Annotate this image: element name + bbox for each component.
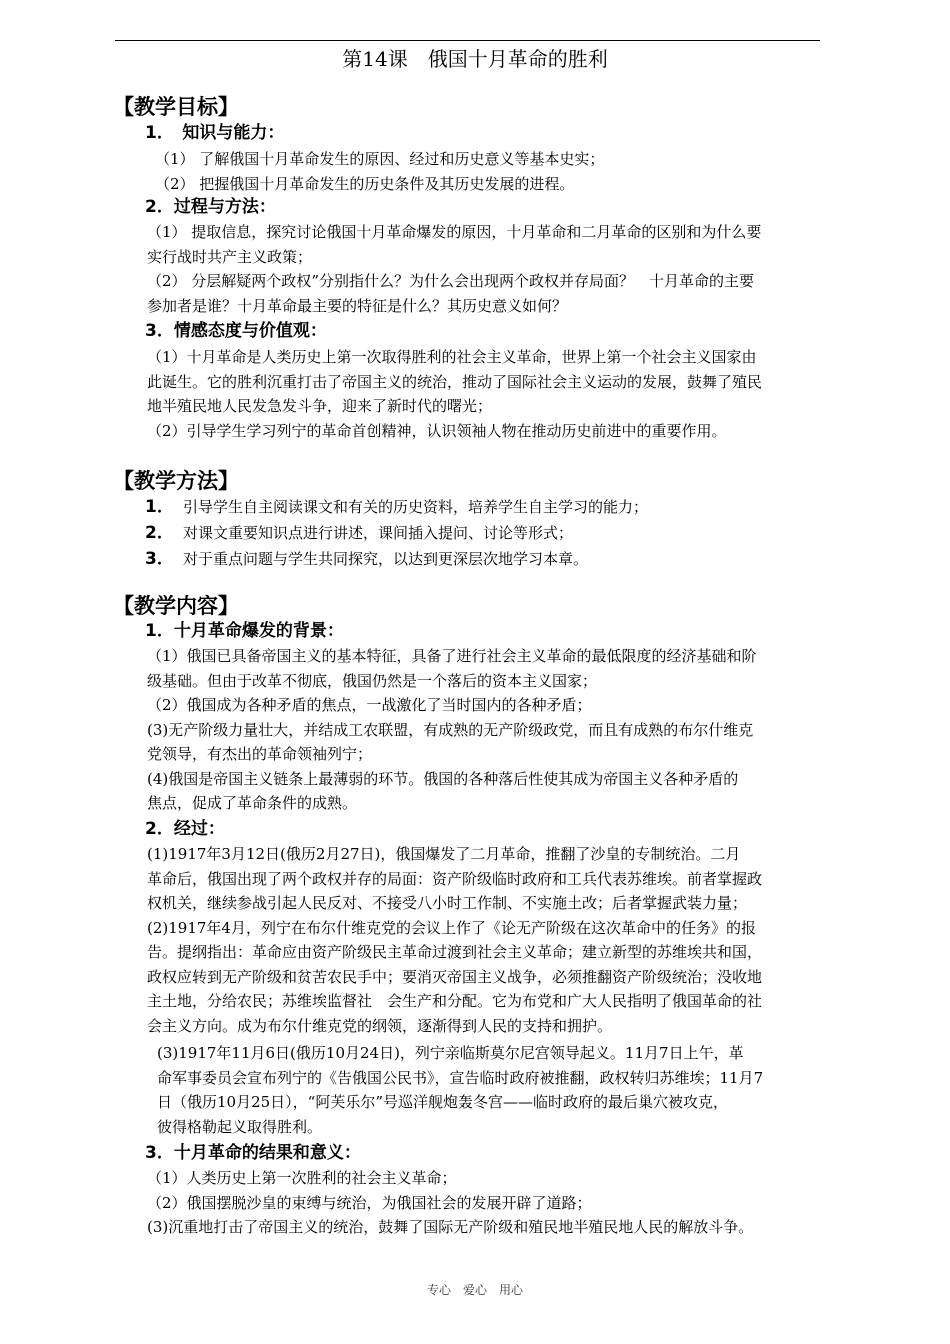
header-rule: [115, 40, 820, 41]
paragraph-line: 政权应转到无产阶级和贫苦农民手中；要消灭帝国主义战争，必须推翻资产阶级统治；没收地: [147, 967, 763, 986]
methods-list: [145, 494, 648, 572]
paragraph-line: (1)1917年3月12日(俄历2月27日)，俄国爆发了二月革命，推翻了沙皇的专制统治。二月: [147, 845, 741, 863]
paragraph-line: （1）俄国已具备帝国主义的基本特征，具备了进行社会主义革命的最低限度的经济基础和阶: [147, 647, 757, 665]
list-item: (3)沉重地打击了帝国主义的统治，鼓舞了国际无产阶级和殖民地半殖民地人民的解放斗争。: [147, 1218, 754, 1236]
paragraph-line: （1）十月革命是人类历史上第一次取得胜利的社会主义革命，世界上第一个社会主义国家由: [147, 348, 757, 366]
goals-subheading-knowledge: 1． 知识与能力：: [145, 123, 285, 143]
goals-subheading-attitude: 3．情感态度与价值观：: [145, 321, 327, 341]
paragraph-line: 主土地，分给农民；苏维埃监督社 会生产和分配。它为布党和广大人民指明了俄国革命的社: [147, 992, 763, 1010]
content-subheading-process: 2．经过：: [145, 819, 225, 839]
page-footer: 专心 爱心 用心: [426, 1283, 523, 1297]
paragraph-line: （2）俄国成为各种矛盾的焦点，一战激化了当时国内的各种矛盾；: [147, 696, 592, 714]
list-item: （1）人类历史上第一次胜利的社会主义革命；: [147, 1169, 457, 1187]
paragraph-line: 实行战时共产主义政策；: [147, 247, 313, 266]
list-item: （2） 把握俄国十月革命发生的历史条件及其历史发展的进程。: [155, 174, 575, 193]
paragraph-line: 会主义方向。成为布尔什维克党的纲领，逐渐得到人民的支持和拥护。: [147, 1016, 613, 1035]
paragraph-line: 级基础。但由于改革不彻底，俄国仍然是一个落后的资本主义国家；: [147, 671, 598, 690]
content-process-text: [147, 842, 762, 1038]
paragraph-line: 党领导，有杰出的革命领袖列宁；: [147, 745, 373, 763]
methods-heading: 【教学方法】: [113, 469, 239, 493]
list-item: 1． 引导学生自主阅读课文和有关的历史资料，培养学生自主学习的能力；: [145, 497, 649, 517]
paragraph-line: （2） 分层解疑两个政权”分别指什么？为什么会出现两个政权并存局面？ 十月革命的主要: [147, 272, 754, 290]
paragraph-line: 权机关，继续参战引起人民反对、不接受八小时工作制、不实施土改；后者掌握武装力量；: [147, 894, 748, 912]
paragraph-line: (3)无产阶级力量壮大，并结成工农联盟，有成熟的无产阶级政党，而且有成熟的布尔什维克: [147, 720, 754, 739]
list-item: （2）俄国摆脱沙皇的束缚与统治，为俄国社会的发展开辟了道路；: [147, 1193, 592, 1212]
paragraph-line: 此诞生。它的胜利沉重打击了帝国主义的统治，推动了国际社会主义运动的发展，鼓舞了殖民: [147, 372, 763, 391]
list-item: （1） 了解俄国十月革命发生的原因、经过和历史意义等基本史实；: [155, 150, 605, 168]
paragraph-line: 焦点，促成了革命条件的成熟。: [147, 794, 358, 812]
goals-heading: 【教学目标】: [113, 95, 239, 119]
paragraph-line: 命军事委员会宣布列宁的《告俄国公民书》，宣告临时政府被推翻，政权转归苏维埃；11月7: [157, 1068, 764, 1087]
content-background-text: [147, 644, 757, 816]
paragraph-line: (4)俄国是帝国主义链条上最薄弱的环节。俄国的各种落后性使其成为帝国主义各种矛盾的: [147, 769, 739, 788]
content-significance-text: [147, 1166, 753, 1240]
goals-subheading-process: 2．过程与方法：: [145, 197, 276, 217]
paragraph-line: （1） 提取信息，探究讨论俄国十月革命爆发的原因，十月革命和二月革命的区别和为什么要: [147, 223, 762, 241]
paragraph-line: 地半殖民地人民发急发斗争，迎来了新时代的曙光；: [147, 397, 493, 415]
content-heading: 【教学内容】: [113, 594, 239, 618]
paragraph-line: 日（俄历10月25日），“阿芙乐尔”号巡洋舰炮轰冬宫——临时政府的最后巢穴被攻克，: [157, 1093, 729, 1111]
paragraph-line: 参加者是谁？十月革命最主要的特征是什么？其历史意义如何？: [147, 296, 568, 315]
content-subheading-significance: 3．十月革命的结果和意义：: [145, 1143, 361, 1163]
paragraph-line: (3)1917年11月6日(俄历10月24日)，列宁亲临斯莫尔尼宫领导起义。11月7日上午，革: [157, 1044, 744, 1062]
content-subheading-background: 1．十月革命爆发的背景：: [145, 621, 344, 641]
goals-attitude-text: [147, 345, 762, 443]
goals-process-text: [147, 220, 761, 318]
paragraph-line: (2)1917年4月，列宁在布尔什维克党的会议上作了《论无产阶级在这次革命中的任务》的报: [147, 918, 756, 937]
list-item: 3． 对于重点问题与学生共同探究，以达到更深层次地学习本章。: [145, 549, 589, 569]
goals-knowledge-list: [155, 147, 604, 196]
list-item: 2． 对课文重要知识点进行讲述，课间插入提问、讨论等形式；: [145, 523, 574, 543]
content-process-text-uprising: [157, 1041, 763, 1139]
paragraph-line: 告。提纲指出：革命应由资产阶级民主革命过渡到社会主义革命；建立新型的苏维埃共和国，: [147, 943, 763, 961]
paragraph-line: 革命后，俄国出现了两个政权并存的局面：资产阶级临时政府和工兵代表苏维埃。前者掌握政: [147, 869, 763, 888]
paragraph-line: 彼得格勒起义取得胜利。: [157, 1117, 323, 1136]
page-title: 第14课 俄国十月革命的胜利: [342, 47, 608, 71]
paragraph-line: （2）引导学生学习列宁的革命首创精神，认识领袖人物在推动历史前进中的重要作用。: [147, 421, 727, 440]
